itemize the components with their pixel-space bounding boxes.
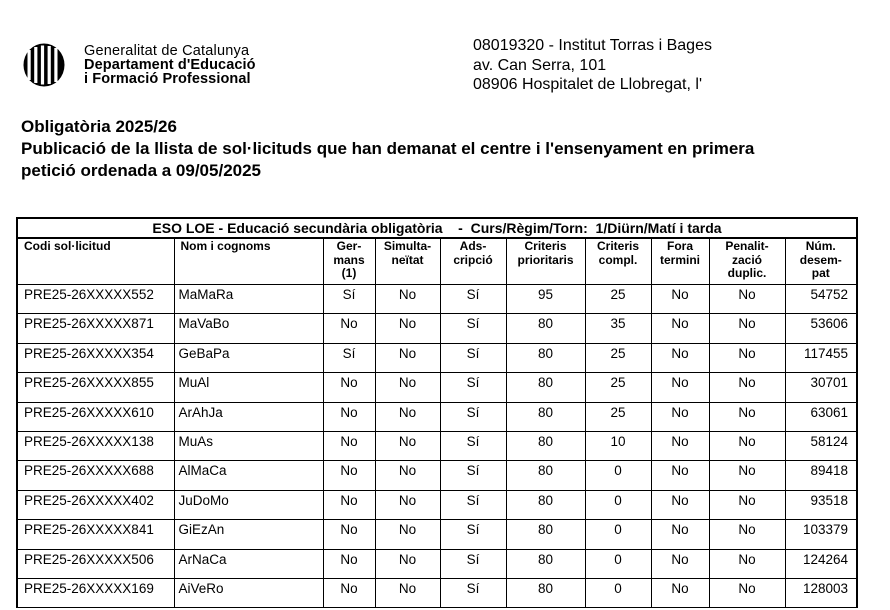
table-cell: 80 bbox=[506, 490, 585, 519]
school-address bbox=[473, 36, 712, 95]
table-cell: No bbox=[709, 490, 785, 519]
table-cell: No bbox=[709, 402, 785, 431]
table-row bbox=[18, 578, 856, 607]
table-cell: 25 bbox=[585, 373, 651, 402]
table-cell: No bbox=[651, 402, 709, 431]
table-cell: No bbox=[709, 285, 785, 314]
table-cell: No bbox=[709, 431, 785, 460]
table-cell: 80 bbox=[506, 402, 585, 431]
table-cell: 80 bbox=[506, 520, 585, 549]
table-cell: 80 bbox=[506, 314, 585, 343]
column-header: Criteris compl. bbox=[585, 239, 651, 285]
table-cell: No bbox=[323, 490, 375, 519]
table-cell: No bbox=[709, 520, 785, 549]
table-cell: Sí bbox=[440, 373, 506, 402]
heading-line-1: Obligatòria 2025/26 bbox=[21, 117, 177, 136]
table-header-row bbox=[18, 239, 856, 285]
table-cell: Sí bbox=[440, 431, 506, 460]
table-cell: No bbox=[651, 314, 709, 343]
column-header: Simulta- neïtat bbox=[375, 239, 440, 285]
table-cell: 80 bbox=[506, 549, 585, 578]
column-header: Criteris prioritaris bbox=[506, 239, 585, 285]
applications-table-container bbox=[16, 217, 858, 608]
table-cell: No bbox=[323, 402, 375, 431]
generalitat-logo bbox=[22, 42, 322, 90]
table-row bbox=[18, 343, 856, 372]
table-cell: 0 bbox=[585, 490, 651, 519]
table-cell: No bbox=[651, 549, 709, 578]
table-cell: Sí bbox=[440, 402, 506, 431]
table-cell: PRE25-26XXXXX688 bbox=[18, 461, 174, 490]
table-cell: 63061 bbox=[785, 402, 856, 431]
table-cell: No bbox=[375, 373, 440, 402]
table-cell: PRE25-26XXXXX871 bbox=[18, 314, 174, 343]
table-cell: No bbox=[323, 314, 375, 343]
column-header: Fora termini bbox=[651, 239, 709, 285]
table-cell: 53606 bbox=[785, 314, 856, 343]
table-cell: ArAhJa bbox=[174, 402, 323, 431]
table-cell: No bbox=[323, 373, 375, 402]
column-header: Nom i cognoms bbox=[174, 239, 323, 285]
heading-line-3: petició ordenada a 09/05/2025 bbox=[21, 161, 262, 180]
table-cell: Sí bbox=[440, 490, 506, 519]
table-cell: PRE25-26XXXXX855 bbox=[18, 373, 174, 402]
table-cell: No bbox=[709, 461, 785, 490]
table-cell: No bbox=[375, 549, 440, 578]
table-cell: 25 bbox=[585, 343, 651, 372]
table-row bbox=[18, 490, 856, 519]
table-cell: No bbox=[651, 578, 709, 607]
table-cell: PRE25-26XXXXX506 bbox=[18, 549, 174, 578]
column-header: Penalit- zació duplic. bbox=[709, 239, 785, 285]
table-cell: No bbox=[375, 314, 440, 343]
table-cell: 89418 bbox=[785, 461, 856, 490]
table-cell: No bbox=[375, 343, 440, 372]
table-cell: MaMaRa bbox=[174, 285, 323, 314]
table-cell: PRE25-26XXXXX841 bbox=[18, 520, 174, 549]
table-cell: 80 bbox=[506, 373, 585, 402]
table-cell: No bbox=[709, 373, 785, 402]
address-line-1: 08019320 - Institut Torras i Bages bbox=[473, 37, 712, 54]
table-cell: GiEzAn bbox=[174, 520, 323, 549]
column-header: Ger- mans (1) bbox=[323, 239, 375, 285]
table-cell: No bbox=[375, 520, 440, 549]
table-cell: PRE25-26XXXXX402 bbox=[18, 490, 174, 519]
table-cell: No bbox=[375, 431, 440, 460]
table-cell: MuAs bbox=[174, 431, 323, 460]
address-line-2: av. Can Serra, 101 bbox=[473, 56, 607, 74]
table-cell: No bbox=[323, 431, 375, 460]
heading-line-2: Publicació de la llista de sol·licituds que han demanat el centre i l'ensenyament en primera bbox=[21, 139, 755, 158]
table-cell: 93518 bbox=[785, 490, 856, 519]
table-cell: No bbox=[651, 343, 709, 372]
table-row bbox=[18, 461, 856, 490]
table-cell: 0 bbox=[585, 549, 651, 578]
table-cell: 80 bbox=[506, 343, 585, 372]
table-cell: 35 bbox=[585, 314, 651, 343]
address-line-3: 08906 Hospitalet de Llobregat, l' bbox=[473, 76, 702, 93]
table-cell: No bbox=[651, 461, 709, 490]
table-cell: No bbox=[375, 285, 440, 314]
table-cell: 30701 bbox=[785, 373, 856, 402]
table-cell: Sí bbox=[440, 285, 506, 314]
logo-line-2: Departament d'Educació bbox=[84, 57, 256, 73]
logo-line-3: i Formació Professional bbox=[84, 71, 251, 87]
table-cell: 25 bbox=[585, 402, 651, 431]
table-cell: No bbox=[323, 578, 375, 607]
table-cell: Sí bbox=[440, 314, 506, 343]
table-cell: No bbox=[709, 578, 785, 607]
table-cell: GeBaPa bbox=[174, 343, 323, 372]
table-cell: Sí bbox=[440, 461, 506, 490]
table-cell: No bbox=[323, 461, 375, 490]
table-cell: 58124 bbox=[785, 431, 856, 460]
table-cell: Sí bbox=[440, 520, 506, 549]
table-cell: Sí bbox=[440, 578, 506, 607]
table-row bbox=[18, 431, 856, 460]
table-cell: AiVeRo bbox=[174, 578, 323, 607]
table-cell: ArNaCa bbox=[174, 549, 323, 578]
applications-table bbox=[18, 239, 856, 608]
table-cell: Sí bbox=[323, 285, 375, 314]
table-cell: No bbox=[651, 285, 709, 314]
table-cell: 25 bbox=[585, 285, 651, 314]
generalitat-emblem-icon bbox=[22, 42, 74, 88]
table-cell: 0 bbox=[585, 578, 651, 607]
table-cell: PRE25-26XXXXX354 bbox=[18, 343, 174, 372]
table-cell: 10 bbox=[585, 431, 651, 460]
table-cell: MuAl bbox=[174, 373, 323, 402]
table-row bbox=[18, 373, 856, 402]
document-heading bbox=[21, 116, 871, 182]
table-cell: 80 bbox=[506, 431, 585, 460]
table-row bbox=[18, 549, 856, 578]
table-cell: No bbox=[651, 520, 709, 549]
column-header: Ads- cripció bbox=[440, 239, 506, 285]
table-cell: JuDoMo bbox=[174, 490, 323, 519]
table-cell: PRE25-26XXXXX552 bbox=[18, 285, 174, 314]
table-row bbox=[18, 520, 856, 549]
table-cell: No bbox=[375, 402, 440, 431]
table-row bbox=[18, 402, 856, 431]
table-cell: 54752 bbox=[785, 285, 856, 314]
table-cell: Sí bbox=[440, 549, 506, 578]
table-cell: 80 bbox=[506, 578, 585, 607]
table-cell: 0 bbox=[585, 520, 651, 549]
table-cell: No bbox=[375, 490, 440, 519]
table-cell: Sí bbox=[440, 343, 506, 372]
table-cell: 80 bbox=[506, 461, 585, 490]
table-cell: 103379 bbox=[785, 520, 856, 549]
table-cell: No bbox=[709, 343, 785, 372]
table-cell: 0 bbox=[585, 461, 651, 490]
table-cell: No bbox=[375, 578, 440, 607]
table-cell: No bbox=[709, 549, 785, 578]
table-cell: 117455 bbox=[785, 343, 856, 372]
table-cell: No bbox=[651, 373, 709, 402]
table-cell: No bbox=[323, 549, 375, 578]
table-cell: MaVaBo bbox=[174, 314, 323, 343]
column-header: Núm. desem- pat bbox=[785, 239, 856, 285]
table-cell: PRE25-26XXXXX610 bbox=[18, 402, 174, 431]
table-cell: PRE25-26XXXXX169 bbox=[18, 578, 174, 607]
table-cell: PRE25-26XXXXX138 bbox=[18, 431, 174, 460]
section-title: ESO LOE - Educació secundària obligatòria - Curs/Règim/Torn: 1/Diürn/Matí i tarda bbox=[18, 219, 856, 239]
table-cell: 124264 bbox=[785, 549, 856, 578]
table-row bbox=[18, 285, 856, 314]
table-cell: No bbox=[375, 461, 440, 490]
table-row bbox=[18, 314, 856, 343]
table-cell: No bbox=[323, 520, 375, 549]
table-cell: AlMaCa bbox=[174, 461, 323, 490]
table-cell: No bbox=[651, 431, 709, 460]
table-cell: No bbox=[651, 490, 709, 519]
table-cell: 95 bbox=[506, 285, 585, 314]
column-header: Codi sol·licitud bbox=[18, 239, 174, 285]
table-cell: 128003 bbox=[785, 578, 856, 607]
table-cell: No bbox=[709, 314, 785, 343]
table-cell: Sí bbox=[323, 343, 375, 372]
logo-line-1: Generalitat de Catalunya bbox=[84, 43, 250, 59]
